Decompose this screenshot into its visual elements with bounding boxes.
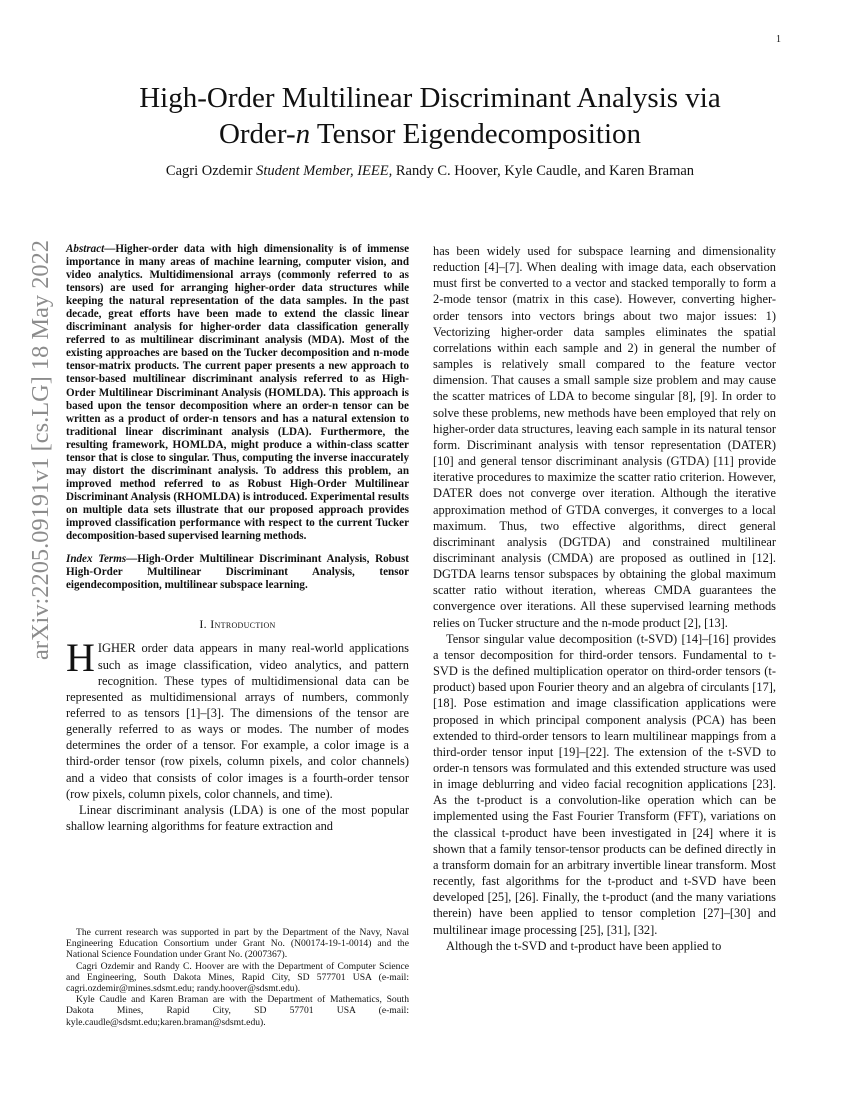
abstract-label: Abstract	[66, 243, 105, 255]
right-paragraph-3: Although the t-SVD and t-product have been applied to	[446, 938, 722, 953]
section-heading	[66, 616, 409, 632]
intro-paragraph-2: Linear discriminant analysis (LDA) is one of the most popular shallow learning algorithms for feature extraction and	[66, 802, 409, 834]
index-terms-text: —High-Order Multilinear Discriminant Analysis, Robust High-Order Multilinear Discriminant Analysis, tensor eigendecomposition, multilinear subspace learning.	[66, 553, 409, 592]
intro-paragraph-1-text: IGHER order data appears in many real-world applications such as image classification, video analytics, and pattern recognition. These types of multidimensional data can be represented as multidimensional arrays of numbers, commonly referred to as tensors [1]–[3]. The dimensions of the tensor are generally referred to as ways or modes. The number of modes determines the order of a tensor. For example, a color image is a third-order tensor (row pixels, column pixels, and color channels) and a video that consists of color images is a fourth-order tensor (row pixels, column pixels, color channels, and time).	[66, 641, 409, 801]
right-paragraph-1: has been widely used for subspace learning and dimensionality reduction [4]–[7]. When dealing with image data, each observation must first be converted to a vector and stacked temporally to form a 2-mode tensor (matrix in this case). However, converting higher-order tensors into vectors brings about two major issues: 1) Vectorizing higher-order data samples eliminates the spatial correlations within each sample and 2) in general the number of samples is relatively small compared to the feature vector dimension. That causes a small sample size problem and may cause the scatter matrices of LDA to become singular [8], [9]. In order to solve these problems, new methods have been employed that rely on higher-order data structures, leaving each sample in its natural tensor form. Discriminant analysis with tensor representation (DATER) [10] and general tensor discriminant analysis (GTDA) [11] provide iterative procedures to maximize the scatter ratio criterion. However, DATER does not converge over iteration. Although the iterative approximation method of GTDA converges, it converges to a local maximum. Thus, two effective algorithms, direct general discriminant analysis (DGTDA) and constrained multilinear discriminant analysis (CMDA) are proposed as outlined in [12]. DGTDA learns tensor subspaces by obtaining the global maximum scatter ratio without iteration, whereas CMDA guarantees the convergence over iterations. All these supervised learning methods relies on Tucker structure and the n-mode product [2], [13].	[433, 244, 776, 630]
page-number: 1	[776, 34, 781, 45]
footnote-funding: The current research was supported in part by the Department of the Navy, Naval Engineering Education Consortium under Grant No. (N00174-19-1-0014) and the National Science Foundation under Grant No. (2007367).	[66, 927, 409, 961]
footnote-affiliation-2: Kyle Caudle and Karen Braman are with the Department of Mathematics, South Dakota Mines, Rapid City, SD 57701 USA (e-mail: kyle.caudle@sdsmt.edu;karen.braman@sdsmt.edu).	[66, 994, 409, 1028]
authors-first: Cagri Ozdemir	[165, 163, 257, 179]
left-column	[66, 243, 409, 834]
title-variable: n	[295, 118, 311, 150]
abstract-text: —Higher-order data with high dimensionality is of immense importance in many areas of machine learning, computer vision, and video analytics. Multidimensional arrays (commonly referred to as tensors) are used for arranging higher-order data structures while keeping the natural representation of the data samples. In the past decade, great efforts have been made to extend the classic linear discriminant analysis for higher-order data classification generally referred to as multilinear discriminant analysis (MDA). Most of the existing approaches are based on the Tucker decomposition and n-mode tensor-matrix products. The current paper presents a new approach to tensor-based multilinear discriminant analysis referred to as High-Order Multilinear Discriminant Analysis (HOMLDA). This approach is based upon the tensor decomposition where an order-n tensor can be written as a product of order-n tensors and has a natural extension to traditional linear discriminant analysis (LDA). Furthermore, the resulting framework, HOMLDA, might produce a within-class scatter tensor that is close to singular. Thus, computing the inverse inaccurately may distort the discriminant analysis. To address this problem, an improved method referred to as Robust High-Order Multilinear Discriminant Analysis (RHOMLDA) is introduced. Experimental results on multiple data sets illustrate that our proposed approach provides improved classification performance with respect to the current Tucker decomposition-based supervised learning methods.	[66, 243, 409, 543]
intro-paragraph-1	[66, 635, 409, 802]
right-column	[433, 243, 776, 954]
authors-rest: Randy C. Hoover, Kyle Caudle, and Karen Braman	[392, 163, 695, 179]
section-number: I.	[199, 617, 211, 632]
author-list	[70, 163, 790, 180]
title-line-2-pre: Order-	[218, 118, 296, 150]
footnotes	[66, 927, 409, 1028]
author-role: Student Member, IEEE,	[256, 163, 393, 179]
title-line-2-post: Tensor Eigendecomposition	[310, 118, 642, 150]
index-terms-label: Index Terms	[66, 553, 127, 566]
drop-cap: H	[66, 635, 95, 681]
abstract	[66, 243, 409, 543]
right-paragraph-2: Tensor singular value decomposition (t-SVD) [14]–[16] provides a tensor decomposition for third-order tensors. Fundamental to t-SVD is the defined multiplication operator on third-order tensors (t-product) based upon Fourier theory and an algebra of circulants [17], [18]. Pose estimation and image classification applications were proposed in which principal component analysis (PCA) has been extended to third-order tensors to learn multilinear mappings from a third-order tensor input [19]–[22]. The extension of the t-SVD to order-n tensors was formulated and this extended structure was used in image deblurring and video facial recognition applications [23]. As the t-product is a convolution-like operation which can be implemented using the Fast Fourier Transform (FFT), variations on the classical t-product have been investigated in [24] where it is shown that a family tensor-tensor products can be defined directly in a transform domain for an arbitrary invertible linear transform. Most recently, fast algorithms for the t-product and t-SVD have been developed [25], [26]. Finally, the t-product (and the many variations therein) have been applied to tensor completion [27]–[30] and multilinear image processing [25], [31], [32].	[433, 631, 776, 937]
title-line-1: High-Order Multilinear Discriminant Analysis via	[139, 82, 721, 114]
footnote-affiliation-1: Cagri Ozdemir and Randy C. Hoover are with the Department of Computer Science and Engineering, South Dakota Mines, Rapid City, SD 577701 USA (e-mail: cagri.ozdemir@mines.sdsmt.edu; randy.hoover@sdsmt.edu).	[66, 960, 409, 995]
arxiv-identifier: arXiv:2205.09191v1 [cs.LG] 18 May 2022	[27, 240, 54, 660]
section-title: Introduction	[210, 617, 276, 632]
index-terms	[66, 553, 409, 592]
paper-title	[70, 80, 790, 152]
title-line-2	[70, 116, 790, 152]
